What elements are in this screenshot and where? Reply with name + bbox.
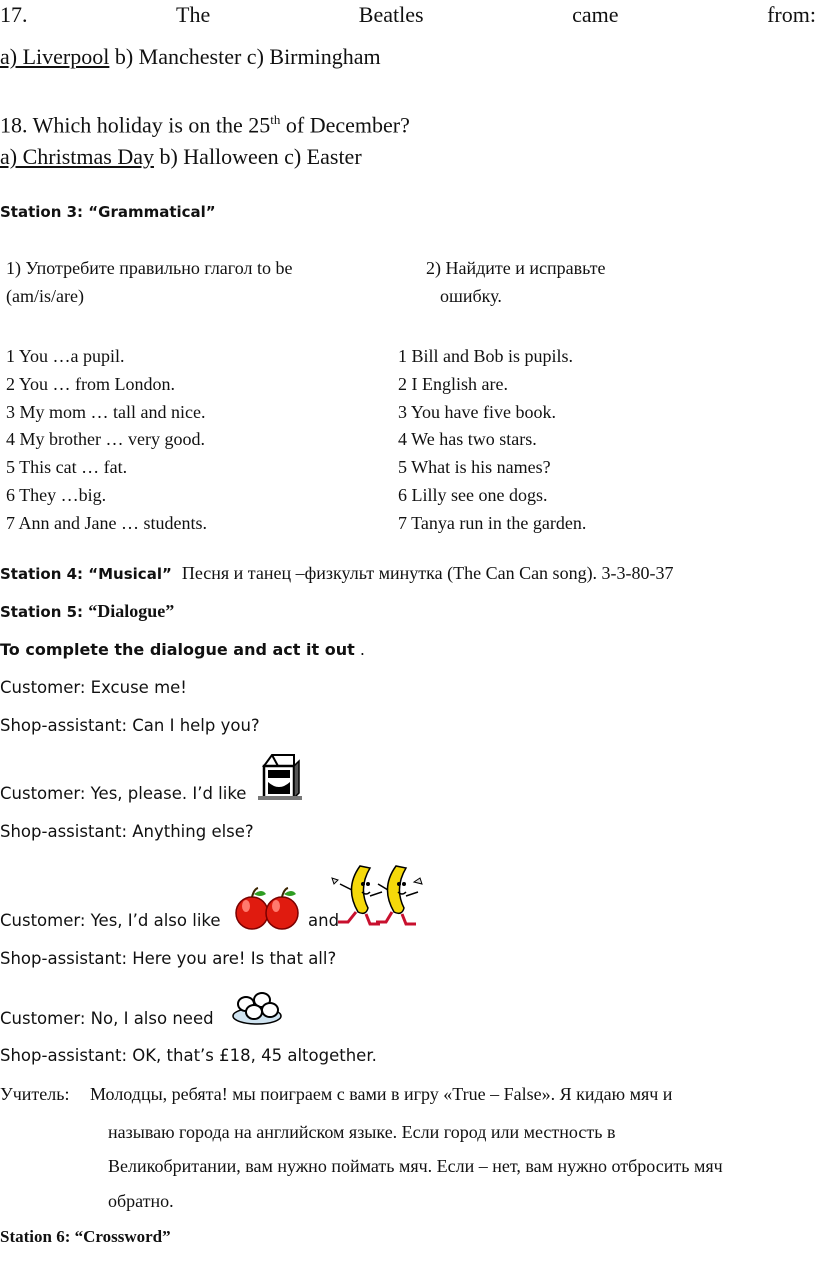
q17-answer-a: a) Liverpool bbox=[0, 44, 110, 69]
q17-word: 17. bbox=[0, 2, 28, 27]
q18-question-post: of December? bbox=[280, 112, 410, 138]
station5-title-prefix: Station 5: bbox=[0, 603, 89, 621]
station5-task bbox=[0, 640, 365, 659]
list-item: 1 Bill and Bob is pupils. bbox=[398, 346, 574, 366]
question-17 bbox=[0, 2, 816, 28]
question-18 bbox=[0, 112, 410, 138]
dialogue-line: Shop-assistant: Anything else? bbox=[0, 822, 254, 841]
apples-icon bbox=[232, 886, 302, 932]
q18-question-sup: th bbox=[270, 112, 281, 127]
teacher-label: Учитель: bbox=[0, 1084, 70, 1104]
station3-right-list bbox=[398, 343, 586, 538]
station5-task-text: To complete the dialogue and act it out bbox=[0, 640, 355, 659]
q17-word: The bbox=[176, 2, 211, 27]
teacher-line: обратно. bbox=[108, 1191, 174, 1211]
dialogue-line: Customer: No, I also need bbox=[0, 1009, 214, 1028]
station5-task-end: . bbox=[354, 640, 365, 659]
list-item: 4 We has two stars. bbox=[398, 429, 537, 450]
q17-word: from: bbox=[767, 2, 816, 27]
station5-title-quoted: “Dialogue” bbox=[88, 601, 175, 621]
dialogue-line: Customer: Excuse me! bbox=[0, 678, 187, 697]
station4 bbox=[0, 563, 674, 584]
list-item: 2 You … from London. bbox=[6, 373, 176, 394]
list-item: 3 My mom … tall and nice. bbox=[6, 401, 206, 422]
station3-right-task-line1: 2) Найдите и исправьте bbox=[426, 258, 606, 278]
q17-options bbox=[0, 44, 381, 70]
station3-title: Station 3: “Grammatical” bbox=[0, 203, 216, 221]
station3-left-task-line1: 1) Употребите правильно глагол to be bbox=[6, 258, 293, 278]
station3-left-list bbox=[6, 343, 207, 538]
eggs-icon bbox=[230, 990, 284, 1026]
q18-options bbox=[0, 144, 362, 170]
q18-answer-a: a) Christmas Day bbox=[0, 144, 154, 169]
list-item: 6 Lilly see one dogs. bbox=[398, 484, 548, 505]
station6-title: Station 6: “Crossword” bbox=[0, 1227, 171, 1246]
list-item: 2 I English are. bbox=[398, 373, 508, 394]
q17-word: Beatles bbox=[358, 2, 424, 27]
list-item: 6 They …big. bbox=[6, 484, 107, 505]
station4-text: Песня и танец –физкульт минутка (The Can Can song). 3-3-80-37 bbox=[181, 563, 674, 583]
station4-title: Station 4: “Musical” bbox=[0, 565, 172, 583]
list-item: 7 Tanya run in the garden. bbox=[398, 512, 587, 533]
teacher-line: называю города на английском языке. Если город или местность в bbox=[108, 1122, 616, 1142]
q18-question-pre: 18. Which holiday is on the 25 bbox=[0, 112, 271, 138]
dialogue-line: Customer: Yes, I’d also like bbox=[0, 911, 221, 930]
list-item: 5 What is his names? bbox=[398, 457, 551, 478]
bananas-icon bbox=[330, 860, 426, 928]
list-item: 5 This cat … fat. bbox=[6, 457, 128, 478]
dialogue-line: Shop-assistant: Can I help you? bbox=[0, 716, 260, 735]
list-item: 7 Ann and Jane … students. bbox=[6, 512, 207, 533]
station3-right-task-line2: ошибку. bbox=[440, 286, 502, 306]
dialogue-line: Shop-assistant: OK, that’s £18, 45 altogether. bbox=[0, 1046, 377, 1065]
dialogue-line: and bbox=[308, 911, 340, 930]
list-item: 3 You have five book. bbox=[398, 401, 556, 422]
list-item: 4 My brother … very good. bbox=[6, 429, 205, 450]
q17-word: came bbox=[572, 2, 619, 27]
q18-options-rest: b) Halloween c) Easter bbox=[153, 144, 362, 169]
teacher-line: Молодцы, ребята! мы поиграем с вами в игру «True – False». Я кидаю мяч и bbox=[90, 1084, 673, 1104]
teacher-line: Великобритании, вам нужно поймать мяч. Если – нет, вам нужно отбросить мяч bbox=[108, 1156, 723, 1176]
q17-options-rest: b) Manchester c) Birmingham bbox=[109, 44, 381, 69]
station5-title bbox=[0, 601, 174, 622]
list-item: 1 You …a pupil. bbox=[6, 346, 125, 366]
dialogue-line: Customer: Yes, please. I’d like bbox=[0, 784, 247, 803]
milk-carton-icon bbox=[258, 752, 302, 802]
dialogue-line: Shop-assistant: Here you are! Is that all? bbox=[0, 949, 337, 968]
station3-left-task-line2: (am/is/are) bbox=[6, 286, 84, 306]
